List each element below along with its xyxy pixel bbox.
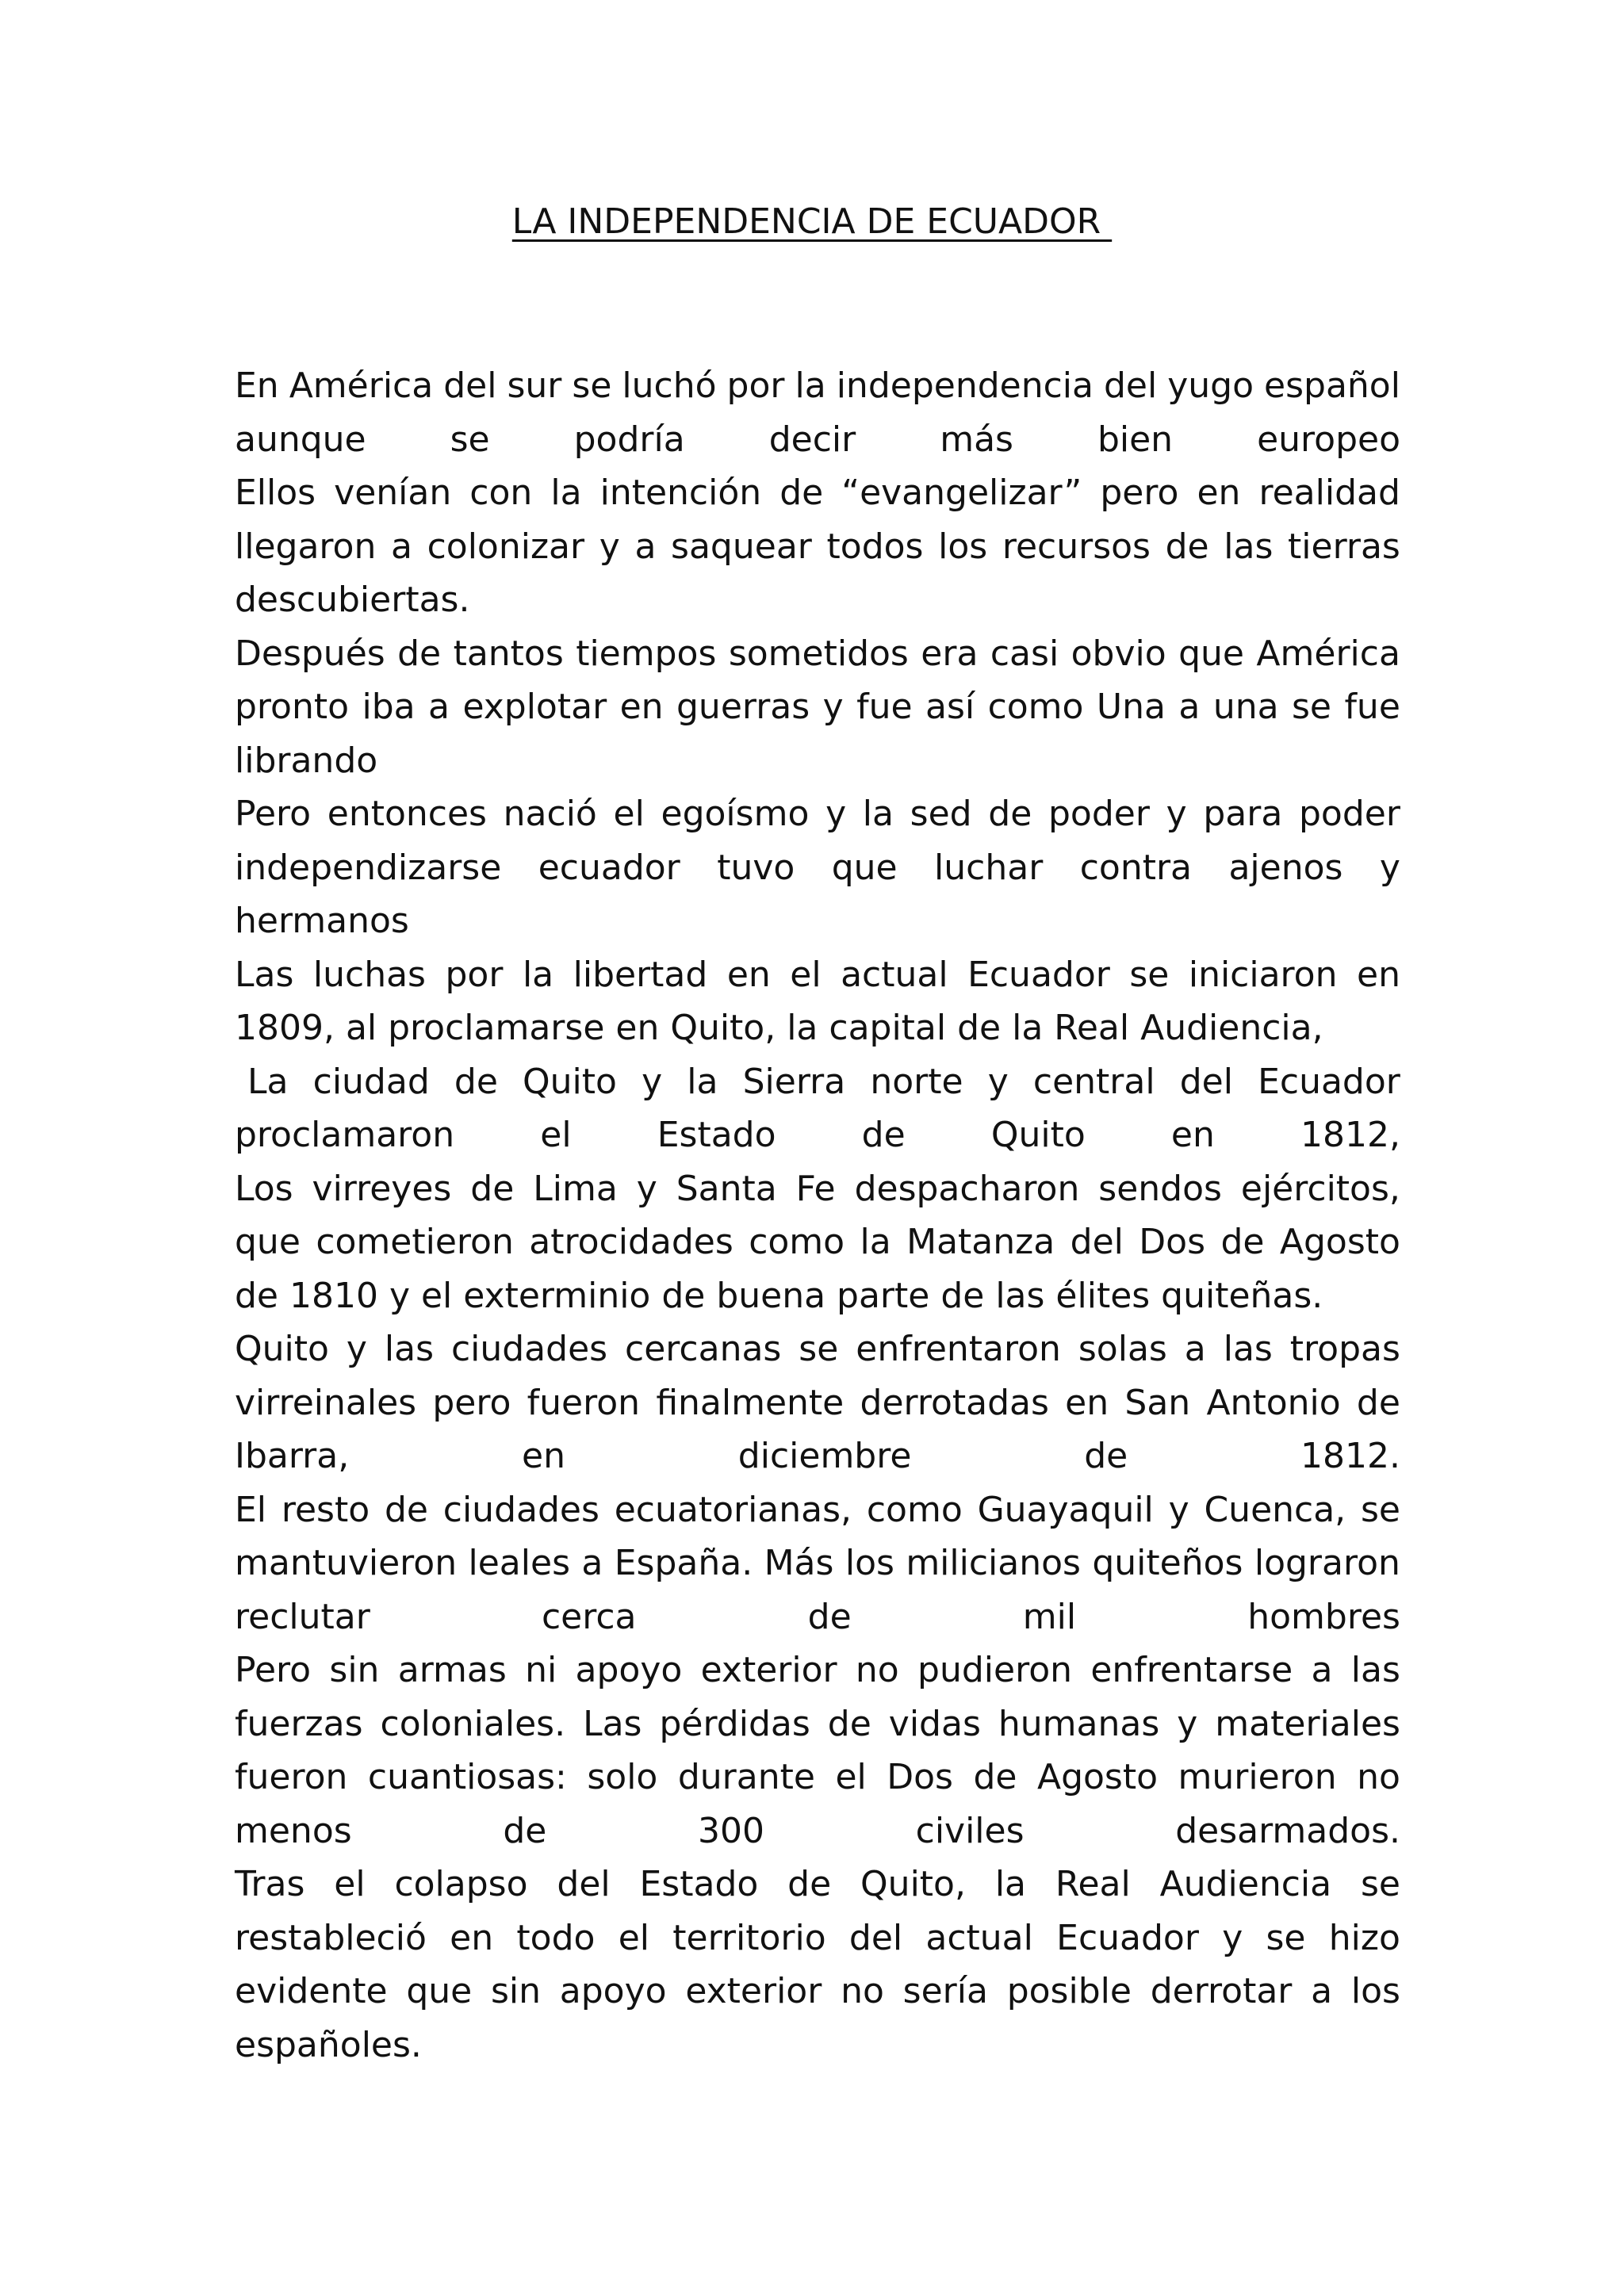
word: y	[599, 526, 620, 567]
word: con	[469, 473, 533, 513]
word: hombres	[1247, 1596, 1400, 1637]
word: evidente	[235, 1971, 388, 2011]
text-line	[235, 1322, 1400, 1376]
word: el	[618, 1917, 649, 1958]
word: y	[346, 1329, 367, 1369]
word: de	[827, 1703, 871, 1744]
word: fueron	[527, 1382, 641, 1423]
word: los	[938, 526, 988, 567]
word: Ibarra,	[235, 1436, 350, 1476]
word: el	[613, 794, 645, 834]
word: realidad	[1258, 473, 1400, 513]
word: Cuenca,	[1204, 1489, 1346, 1530]
word: intención	[599, 473, 762, 513]
word: en	[1170, 1115, 1215, 1155]
word: de	[1220, 1222, 1265, 1262]
word: a	[1178, 687, 1201, 727]
text-line: librando	[235, 740, 378, 781]
word: solas	[1078, 1329, 1167, 1369]
word: exterior	[700, 1650, 837, 1690]
word: Ecuador	[967, 954, 1110, 995]
word: reclutar	[235, 1596, 370, 1637]
word: Quito	[523, 1061, 617, 1102]
word: el	[835, 1757, 867, 1797]
word: colapso	[394, 1864, 528, 1904]
word: se	[572, 365, 612, 406]
word: recursos	[1002, 526, 1151, 567]
word: desarmados.	[1175, 1810, 1400, 1851]
text-line	[235, 1697, 1400, 1751]
word: explotar	[462, 687, 607, 727]
word: no	[841, 1971, 884, 2011]
word: por	[726, 365, 785, 406]
word: que	[406, 1971, 473, 2011]
word: coloniales.	[380, 1703, 566, 1744]
text-line	[235, 680, 1400, 734]
word: pronto	[235, 687, 350, 727]
word: fue	[1344, 687, 1400, 727]
word: Estado	[639, 1864, 759, 1904]
word: se	[1360, 1489, 1400, 1530]
word: para	[1203, 794, 1283, 834]
word: que	[831, 847, 898, 888]
word: Ecuador	[1258, 1061, 1400, 1102]
word: La	[247, 1061, 289, 1102]
word: de	[988, 794, 1032, 834]
word: luchó	[622, 365, 717, 406]
word: y	[822, 687, 844, 727]
text-line	[235, 1215, 1400, 1269]
word: virreinales	[235, 1382, 417, 1423]
word: decir	[768, 419, 856, 460]
word: venían	[334, 473, 452, 513]
word: poder	[1048, 794, 1150, 834]
word: bien	[1097, 419, 1174, 460]
word: y	[642, 1061, 663, 1102]
word: de	[779, 473, 824, 513]
word: poder	[1299, 794, 1400, 834]
word: ecuador	[538, 847, 680, 888]
word: europeo	[1257, 419, 1400, 460]
word: ciudades	[442, 1489, 599, 1530]
word: de	[973, 1757, 1017, 1797]
text-line: descubiertas.	[235, 580, 470, 620]
word: apoyo	[575, 1650, 683, 1690]
word: como	[749, 1222, 845, 1262]
word: central	[1032, 1061, 1155, 1102]
word: Las	[235, 954, 294, 995]
word: norte	[870, 1061, 963, 1102]
word: de	[470, 1168, 515, 1209]
word: diciembre	[737, 1436, 912, 1476]
word: podría	[573, 419, 685, 460]
word: Real	[1055, 1864, 1131, 1904]
word: ajenos	[1228, 847, 1343, 888]
word: Pero	[235, 1650, 312, 1690]
word: Ellos	[235, 473, 316, 513]
word: Santa	[676, 1168, 777, 1209]
word: contra	[1079, 847, 1193, 888]
word: América	[289, 365, 434, 406]
word: colonizar	[427, 526, 585, 567]
text-line: españoles.	[235, 2024, 422, 2065]
word: Tras	[235, 1864, 305, 1904]
word: de	[807, 1596, 852, 1637]
word: en	[1065, 1382, 1109, 1423]
word: Guayaquil	[977, 1489, 1154, 1530]
word: a	[390, 526, 412, 567]
word: no	[855, 1650, 899, 1690]
word: la	[522, 954, 554, 995]
word: no	[1357, 1757, 1400, 1797]
word: hizo	[1328, 1917, 1400, 1958]
word: guerras	[676, 687, 810, 727]
word: sed	[910, 794, 972, 834]
word: y	[1166, 794, 1187, 834]
word: y	[1379, 847, 1400, 888]
word: del	[1103, 365, 1158, 406]
word: finalmente	[656, 1382, 845, 1423]
word: durante	[677, 1757, 815, 1797]
word: a	[428, 687, 450, 727]
word: actual	[925, 1917, 1033, 1958]
word: los	[1350, 1971, 1400, 2011]
word: Quito	[235, 1329, 329, 1369]
word: yugo	[1167, 365, 1254, 406]
word: tierras	[1288, 526, 1400, 567]
word: el	[540, 1115, 572, 1155]
word: fue	[856, 687, 913, 727]
text-line	[235, 1751, 1400, 1804]
word: proclamaron	[235, 1115, 455, 1155]
word: la	[860, 1222, 891, 1262]
word: de	[787, 1864, 832, 1904]
word: ciudad	[312, 1061, 430, 1102]
word: aunque	[235, 419, 366, 460]
word: Lima	[533, 1168, 618, 1209]
word: como	[987, 687, 1084, 727]
word: fuerzas	[235, 1703, 363, 1744]
word: En	[235, 365, 279, 406]
word: murieron	[1178, 1757, 1337, 1797]
text-line: hermanos	[235, 901, 409, 941]
word: materiales	[1215, 1703, 1400, 1744]
word: como	[866, 1489, 963, 1530]
text-line	[235, 1536, 1400, 1590]
word: resto	[281, 1489, 370, 1530]
word: y	[825, 794, 847, 834]
text-line	[235, 359, 1400, 413]
word: San	[1124, 1382, 1191, 1423]
text-line: 1809, al proclamarse en Quito, la capital de la Real Audiencia,	[235, 1008, 1323, 1048]
word: llegaron	[235, 526, 377, 567]
word: cercanas	[625, 1329, 782, 1369]
word: mil	[1022, 1596, 1077, 1637]
word: virreyes	[312, 1168, 452, 1209]
word: pero	[432, 1382, 511, 1423]
text-line	[235, 1055, 1400, 1109]
text-line	[235, 1483, 1400, 1537]
word: derrotadas	[860, 1382, 1049, 1423]
word: leales	[468, 1543, 570, 1583]
text-line	[235, 948, 1400, 1002]
word: Antonio	[1206, 1382, 1341, 1423]
text-line	[235, 520, 1400, 574]
word: ciudades	[450, 1329, 608, 1369]
word: sur	[507, 365, 562, 406]
word: sin	[329, 1650, 380, 1690]
text-line: de 1810 y el exterminio de buena parte de las élites quiteñas.	[235, 1275, 1323, 1316]
text-line	[235, 1858, 1400, 1911]
word: y	[636, 1168, 657, 1209]
word: a	[581, 1543, 603, 1583]
document-title-text: LA INDEPENDENCIA DE ECUADOR	[511, 201, 1113, 242]
word: Estado	[657, 1115, 776, 1155]
word: solo	[587, 1757, 658, 1797]
word: actual	[841, 954, 948, 995]
word: de	[454, 1061, 498, 1102]
text-line	[235, 1162, 1400, 1216]
word: independizarse	[235, 847, 502, 888]
word: que	[1178, 633, 1244, 674]
word: entonces	[327, 794, 487, 834]
word: todos	[826, 526, 924, 567]
word: iba	[362, 687, 416, 727]
word: en	[450, 1917, 494, 1958]
word: pero	[1100, 473, 1179, 513]
word: Después	[235, 633, 385, 674]
word: de	[397, 633, 442, 674]
word: el	[334, 1864, 366, 1904]
text-line	[235, 627, 1400, 681]
word: humanas	[998, 1703, 1160, 1744]
word: sin	[490, 1971, 542, 2011]
word: las	[1223, 1329, 1273, 1369]
word: que	[235, 1222, 301, 1262]
text-line	[235, 1644, 1400, 1697]
word: la	[795, 365, 826, 406]
word: Dos	[887, 1757, 953, 1797]
word: de	[1084, 1436, 1128, 1476]
word: todo	[516, 1917, 596, 1958]
text-line	[235, 466, 1400, 520]
word: Sierra	[742, 1061, 846, 1102]
word: independencia	[836, 365, 1094, 406]
word: vidas	[888, 1703, 981, 1744]
word: por	[445, 954, 504, 995]
document-title	[0, 198, 1624, 246]
word: español	[1264, 365, 1400, 406]
word: a	[1311, 1650, 1333, 1690]
word: tiempos	[576, 633, 717, 674]
word: ecuatorianas,	[614, 1489, 852, 1530]
word: saquear	[671, 526, 812, 567]
text-line	[235, 1911, 1400, 1965]
word: a	[1184, 1329, 1206, 1369]
word: enfrentarse	[1090, 1650, 1293, 1690]
text-line	[235, 1804, 1400, 1858]
word: en	[1357, 954, 1400, 995]
word: territorio	[672, 1917, 826, 1958]
word: era	[921, 633, 979, 674]
word: se	[450, 419, 490, 460]
word: Más	[764, 1543, 834, 1583]
word: apoyo	[559, 1971, 667, 2011]
word: Quito	[990, 1115, 1086, 1155]
word: “evangelizar”	[841, 473, 1082, 513]
word: Los	[235, 1168, 293, 1209]
word: a	[634, 526, 657, 567]
word: y	[1168, 1489, 1189, 1530]
word: a	[1311, 1971, 1333, 2011]
word: se	[1292, 687, 1331, 727]
word: atrocidades	[529, 1222, 733, 1262]
word: del	[557, 1864, 611, 1904]
word: del	[443, 365, 497, 406]
text-line	[235, 413, 1400, 467]
word: posible	[1006, 1971, 1132, 2011]
word: derrotar	[1150, 1971, 1293, 2011]
word: una	[1212, 687, 1279, 727]
word: Agosto	[1036, 1757, 1159, 1797]
word: se	[1129, 954, 1170, 995]
word: se	[799, 1329, 839, 1369]
word: la	[550, 473, 582, 513]
word: Las	[583, 1703, 642, 1744]
word: iniciaron	[1188, 954, 1338, 995]
word: tuvo	[717, 847, 795, 888]
word: despacharon	[854, 1168, 1080, 1209]
word: en	[726, 954, 771, 995]
word: y	[1177, 1703, 1198, 1744]
word: así	[925, 687, 975, 727]
word: sería	[902, 1971, 988, 2011]
word: sendos	[1098, 1168, 1222, 1209]
word: y	[987, 1061, 1009, 1102]
word: los	[845, 1543, 894, 1583]
word: de	[861, 1115, 906, 1155]
word: obvio	[1071, 633, 1166, 674]
word: más	[940, 419, 1013, 460]
word: las	[384, 1329, 434, 1369]
word: el	[790, 954, 822, 995]
word: en	[1197, 473, 1241, 513]
word: enfrentaron	[856, 1329, 1061, 1369]
word: fueron	[235, 1757, 348, 1797]
word: nació	[503, 794, 597, 834]
word: las	[1350, 1650, 1400, 1690]
word: la	[994, 1864, 1027, 1904]
word: Ecuador	[1056, 1917, 1199, 1958]
word: Agosto	[1279, 1222, 1400, 1262]
word: se	[1360, 1864, 1400, 1904]
word: mantuvieron	[235, 1543, 458, 1583]
word: quiteños	[1092, 1543, 1243, 1583]
word: Dos	[1139, 1222, 1206, 1262]
word: pérdidas	[659, 1703, 810, 1744]
word: casi	[990, 633, 1059, 674]
text-line	[235, 787, 1400, 841]
word: la	[687, 1061, 718, 1102]
word: y	[1222, 1917, 1243, 1958]
text-line	[235, 841, 1400, 895]
word: la	[862, 794, 894, 834]
word: 300	[697, 1810, 764, 1851]
text-line	[235, 1108, 1400, 1162]
word: cerca	[541, 1596, 637, 1637]
word: menos	[235, 1810, 352, 1851]
word: exterior	[685, 1971, 822, 2011]
word: cometieron	[316, 1222, 514, 1262]
word: cuantiosas:	[367, 1757, 567, 1797]
word: Una	[1096, 687, 1166, 727]
word: de	[1356, 1382, 1400, 1423]
word: las	[1224, 526, 1274, 567]
word: pudieron	[917, 1650, 1073, 1690]
word: lograron	[1254, 1543, 1400, 1583]
word: en	[522, 1436, 565, 1476]
word: en	[619, 687, 664, 727]
word: sometidos	[728, 633, 909, 674]
word: se	[1266, 1917, 1306, 1958]
word: libertad	[573, 954, 708, 995]
word: milicianos	[906, 1543, 1081, 1583]
word: del	[1179, 1061, 1233, 1102]
word: Audiencia	[1159, 1864, 1332, 1904]
word: del	[848, 1917, 903, 1958]
word: España.	[614, 1543, 753, 1583]
word: El	[235, 1489, 267, 1530]
text-line	[235, 1590, 1400, 1644]
word: luchar	[934, 847, 1044, 888]
word: Fe	[795, 1168, 836, 1209]
word: América	[1256, 633, 1400, 674]
word: Quito,	[860, 1864, 966, 1904]
word: 1812,	[1300, 1115, 1400, 1155]
word: civiles	[915, 1810, 1025, 1851]
text-line	[235, 1429, 1400, 1483]
word: Matanza	[906, 1222, 1055, 1262]
word: 1812.	[1300, 1436, 1400, 1476]
document-body	[235, 359, 1400, 2072]
word: restableció	[235, 1917, 427, 1958]
word: tantos	[453, 633, 564, 674]
word: Pero	[235, 794, 312, 834]
word: de	[384, 1489, 428, 1530]
word: tropas	[1289, 1329, 1400, 1369]
word: de	[1165, 526, 1209, 567]
word: ejércitos,	[1240, 1168, 1400, 1209]
text-line	[235, 1376, 1400, 1430]
word: egoísmo	[661, 794, 810, 834]
word: ni	[525, 1650, 557, 1690]
word: luchas	[312, 954, 426, 995]
word: del	[1070, 1222, 1124, 1262]
word: armas	[397, 1650, 507, 1690]
text-line	[235, 1965, 1400, 2019]
word: de	[503, 1810, 547, 1851]
